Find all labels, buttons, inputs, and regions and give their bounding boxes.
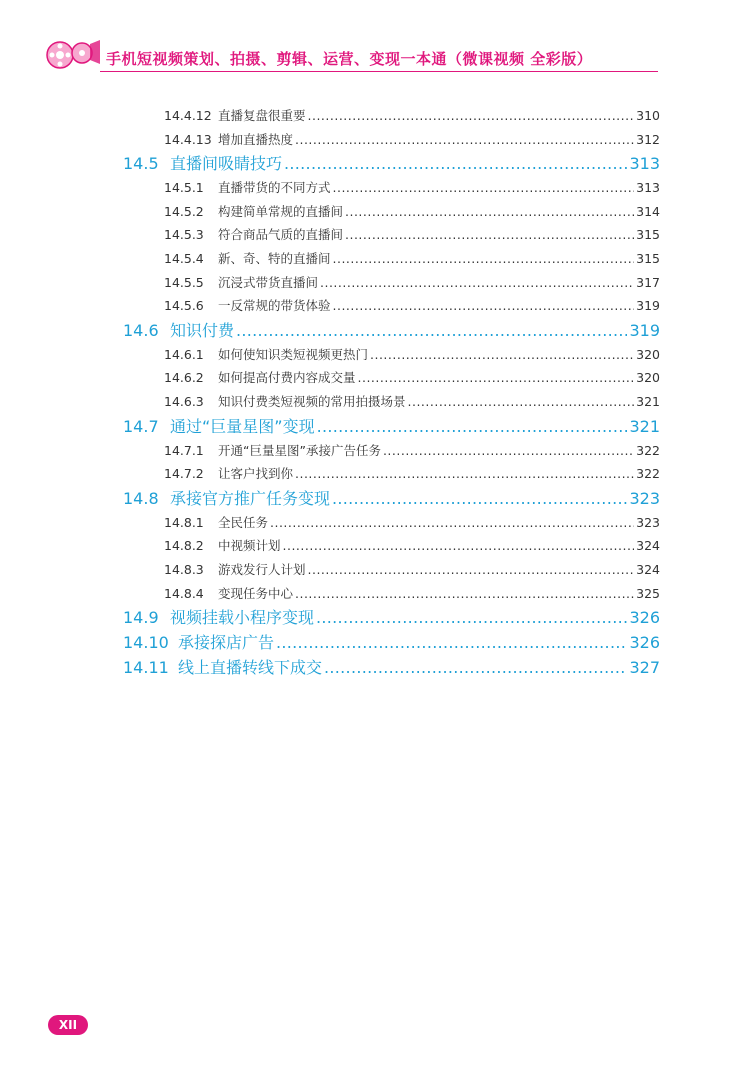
toc-entry-title: 增加直播热度 [218,131,294,147]
toc-entry-number: 14.8.4 [164,585,204,601]
toc-leader-dots [270,511,634,535]
toc-leader-dots [236,318,627,343]
toc-entry-number: 14.5.2 [164,203,204,219]
toc-entry-title: 变现任务中心 [218,585,294,601]
toc-subsection-entry[interactable] [164,343,660,367]
toc-entry-page: 326 [629,633,660,653]
toc-leader-dots [332,486,627,511]
toc-section-entry[interactable] [123,655,660,680]
toc-subsection-entry[interactable] [164,200,660,224]
toc-leader-dots [345,200,634,224]
toc-subsection-entry[interactable] [164,294,660,318]
toc-subsection-entry[interactable] [164,271,660,295]
toc-leader-dots [333,294,635,318]
toc-leader-dots [284,151,627,176]
page-number-badge: XII [48,1015,88,1035]
toc-subsection-entry[interactable] [164,462,660,486]
table-of-contents [123,104,660,680]
toc-entry-title: 通过“巨量星图”变现 [170,416,315,436]
toc-entry-title: 直播带货的不同方式 [218,180,331,196]
toc-subsection-entry[interactable] [164,223,660,247]
toc-entry-title: 直播间吸睛技巧 [170,154,283,174]
toc-entry-number: 14.8.2 [164,538,204,554]
toc-entry-page: 323 [636,514,660,530]
toc-leader-dots [276,630,627,655]
toc-subsection-entry[interactable] [164,534,660,558]
toc-subsection-entry[interactable] [164,439,660,463]
toc-subsection-entry[interactable] [164,104,660,128]
toc-entry-number: 14.5.1 [164,180,204,196]
toc-entry-page: 312 [636,131,660,147]
toc-entry-title: 直播复盘很重要 [218,108,306,123]
page-header [40,38,665,76]
toc-entry-title: 一反常规的带货体验 [218,298,331,314]
toc-leader-dots [283,534,635,558]
toc-entry-title: 让客户找到你 [218,466,294,482]
toc-entry-page: 322 [636,466,660,482]
toc-subsection-entry[interactable] [164,390,660,414]
toc-subsection-entry[interactable] [164,247,660,271]
toc-entry-number: 14.6.1 [164,346,204,362]
toc-entry-title: 构建简单常规的直播间 [218,203,344,219]
toc-entry-page: 322 [636,442,660,458]
toc-section-entry[interactable] [123,486,660,511]
toc-entry-number: 14.5.5 [164,274,204,290]
film-reel-icon [46,38,102,72]
toc-entry-title: 知识付费 [170,320,235,340]
toc-entry-title: 新、奇、特的直播间 [218,250,331,266]
toc-entry-title: 如何提高付费内容成交量 [218,370,356,386]
toc-entry-title: 知识付费类短视频的常用拍摄场景 [218,393,406,409]
toc-leader-dots [345,223,634,247]
toc-leader-dots [295,462,634,486]
toc-leader-dots [308,104,635,128]
toc-leader-dots [317,414,628,439]
toc-leader-dots [320,271,634,295]
toc-entry-title: 视频挂载小程序变现 [170,608,315,628]
toc-entry-page: 319 [636,298,660,314]
toc-entry-title: 沉浸式带货直播间 [218,274,319,290]
toc-leader-dots [358,366,635,390]
toc-entry-number: 14.6.3 [164,393,204,409]
toc-entry-page: 314 [636,203,660,219]
toc-leader-dots [295,582,634,606]
toc-section-entry[interactable] [123,151,660,176]
toc-entry-number: 14.4.12 [164,108,212,123]
toc-entry-title: 线上直播转线下成交 [178,658,323,678]
toc-subsection-entry[interactable] [164,366,660,390]
toc-entry-page: 326 [629,608,660,628]
toc-entry-page: 320 [636,346,660,362]
toc-leader-dots [408,390,635,414]
toc-section-entry[interactable] [123,630,660,655]
toc-entry-number: 14.5.3 [164,227,204,243]
toc-entry-page: 321 [629,416,660,436]
toc-leader-dots [295,128,634,152]
toc-entry-page: 313 [636,180,660,196]
toc-entry-page: 323 [629,488,660,508]
toc-leader-dots [316,605,627,630]
toc-entry-page: 310 [636,108,660,123]
toc-section-entry[interactable] [123,318,660,343]
toc-entry-number: 14.8 [123,488,159,508]
toc-entry-number: 14.5.4 [164,250,204,266]
toc-entry-page: 327 [629,658,660,678]
toc-entry-number: 14.8.3 [164,561,204,577]
toc-entry-title: 如何使知识类短视频更热门 [218,346,369,362]
toc-leader-dots [308,558,635,582]
toc-entry-title: 开通“巨量星图”承接广告任务 [218,442,381,458]
toc-entry-title: 全民任务 [218,514,269,530]
toc-entry-number: 14.5.6 [164,298,204,314]
toc-entry-number: 14.11 [123,658,169,678]
toc-entry-title: 承接官方推广任务变现 [170,488,331,508]
toc-subsection-entry[interactable] [164,128,660,152]
toc-entry-number: 14.6 [123,320,159,340]
toc-entry-title: 符合商品气质的直播间 [218,227,344,243]
toc-entry-title: 承接探店广告 [178,633,275,653]
toc-entry-number: 14.10 [123,633,169,653]
toc-entry-page: 320 [636,370,660,386]
toc-entry-number: 14.5 [123,154,159,174]
toc-leader-dots [324,655,627,680]
toc-entry-page: 313 [629,154,660,174]
toc-subsection-entry[interactable] [164,582,660,606]
toc-entry-page: 321 [636,393,660,409]
toc-entry-page: 315 [636,227,660,243]
toc-leader-dots [333,176,635,200]
header-divider [100,71,658,72]
toc-entry-number: 14.6.2 [164,370,204,386]
toc-entry-page: 325 [636,585,660,601]
toc-entry-page: 319 [629,320,660,340]
toc-section-entry[interactable] [123,414,660,439]
toc-leader-dots [370,343,634,367]
toc-entry-title: 中视频计划 [218,538,281,554]
toc-subsection-entry[interactable] [164,511,660,535]
toc-subsection-entry[interactable] [164,558,660,582]
toc-entry-number: 14.9 [123,608,159,628]
toc-subsection-entry[interactable] [164,176,660,200]
toc-leader-dots [333,247,635,271]
toc-entry-number: 14.7.1 [164,442,204,458]
toc-entry-page: 324 [636,538,660,554]
toc-entry-number: 14.7 [123,416,159,436]
book-title: 手机短视频策划、拍摄、剪辑、运营、变现一本通（微课视频 全彩版） [106,50,593,68]
toc-leader-dots [383,439,634,463]
toc-entry-number: 14.8.1 [164,514,204,530]
toc-entry-page: 317 [636,274,660,290]
toc-entry-number: 14.7.2 [164,466,204,482]
toc-entry-page: 315 [636,250,660,266]
toc-entry-title: 游戏发行人计划 [218,561,306,577]
toc-entry-number: 14.4.13 [164,131,212,147]
toc-section-entry[interactable] [123,605,660,630]
toc-entry-page: 324 [636,561,660,577]
